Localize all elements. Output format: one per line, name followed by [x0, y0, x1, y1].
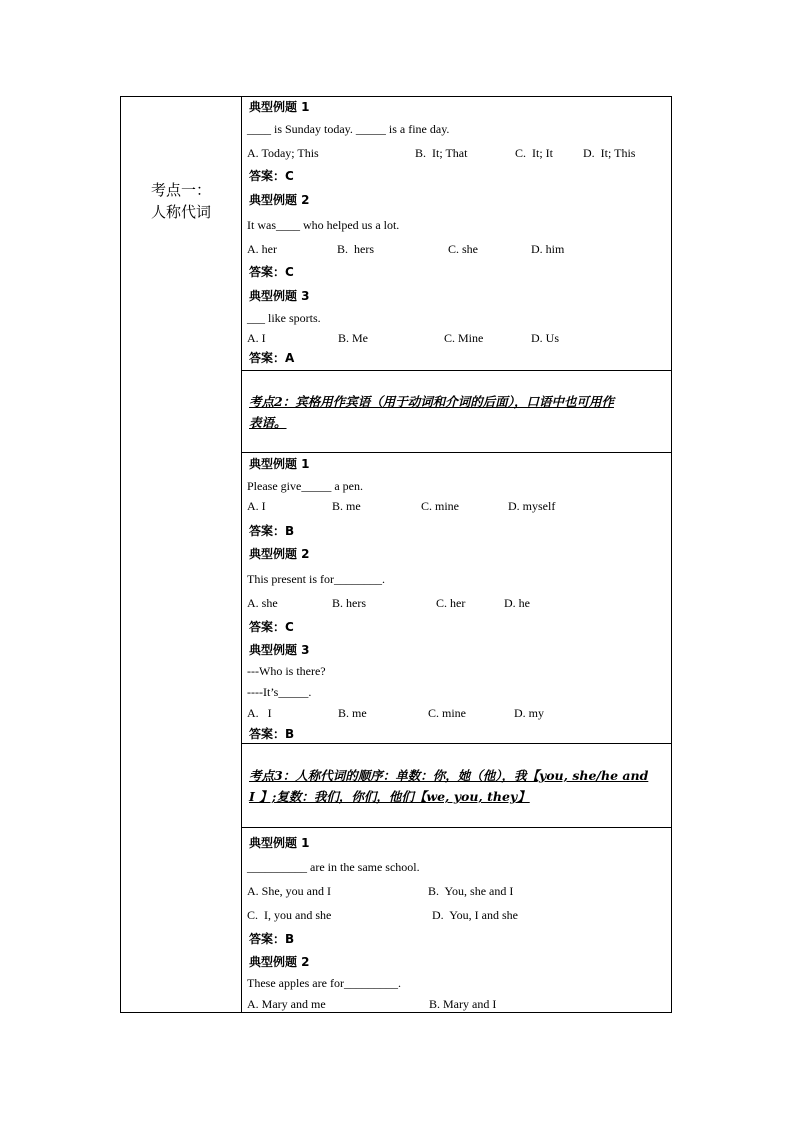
topic-label: [121, 179, 241, 223]
option-a: A. Today; This: [247, 146, 319, 160]
example-title: 典型例题 1: [249, 836, 310, 850]
example-title: 典型例题 2: [249, 955, 310, 969]
key-point-3-line2: I 】;复数：我们，你们，他们【we, you, they】: [249, 789, 530, 804]
option-d: D. You, I and she: [432, 908, 519, 922]
answer: 答案：C: [249, 620, 294, 634]
answer: 答案：B: [249, 524, 295, 538]
key-point-2-line2: 表语。: [249, 415, 287, 430]
example-title: 典型例题 2: [249, 547, 310, 561]
question-stem: This present is for________.: [247, 572, 385, 586]
row-divider: [241, 827, 671, 828]
topic-label-line2: 人称代词: [150, 203, 211, 221]
option-a: A. I: [247, 499, 266, 513]
option-c: C. she: [448, 242, 478, 256]
row-divider: [241, 743, 671, 744]
key-point-2: [249, 391, 669, 433]
example-title: 典型例题 3: [249, 289, 310, 303]
row-divider: [241, 452, 671, 453]
option-b: B. me: [332, 499, 361, 513]
option-b: B. hers: [332, 596, 366, 610]
topic-label-line1: 考点一：: [150, 181, 211, 199]
example-title: 典型例题 2: [249, 193, 310, 207]
question-stem: ___ like sports.: [247, 311, 321, 325]
option-d: D. Us: [531, 331, 560, 345]
answer: 答案：A: [249, 351, 295, 365]
answer: 答案：C: [249, 265, 294, 279]
option-b: B. It; That: [415, 146, 468, 160]
example-title: 典型例题 3: [249, 643, 310, 657]
option-a: A. She, you and I: [247, 884, 331, 898]
example-title: 典型例题 1: [249, 457, 310, 471]
key-point-3: [249, 765, 669, 807]
option-b: B. hers: [337, 242, 374, 256]
option-a: A. Mary and me: [247, 997, 326, 1011]
option-d: D. myself: [508, 499, 556, 513]
option-c: C. mine: [428, 706, 466, 720]
question-stem: These apples are for_________.: [247, 976, 401, 990]
option-b: B. You, she and I: [428, 884, 514, 898]
question-stem: ---Who is there?: [247, 664, 326, 678]
option-a: A. I: [247, 706, 272, 720]
question-stem: ----It’s_____.: [247, 685, 312, 699]
option-a: A. her: [247, 242, 277, 256]
question-stem: Please give_____ a pen.: [247, 479, 363, 493]
answer: 答案：B: [249, 727, 295, 741]
option-b: B. me: [338, 706, 367, 720]
question-stem: __________ are in the same school.: [247, 860, 420, 874]
row-divider: [241, 370, 671, 371]
option-d: D. It; This: [583, 146, 636, 160]
question-stem: It was____ who helped us a lot.: [247, 218, 400, 232]
question-stem: ____ is Sunday today. _____ is a fine day.: [247, 122, 450, 136]
option-c: C. her: [436, 596, 466, 610]
key-point-2-line1: 考点2：宾格用作宾语（用于动词和介词的后面），口语中也可用作: [249, 394, 614, 409]
option-c: C. Mine: [444, 331, 484, 345]
exercise-table: [120, 96, 672, 1013]
option-d: D. my: [514, 706, 544, 720]
example-title: 典型例题 1: [249, 100, 310, 114]
option-b: B. Mary and I: [429, 997, 497, 1011]
key-point-3-line1: 考点3：人称代词的顺序：单数：你，她（他），我【you, she/he and: [249, 768, 649, 783]
answer: 答案：B: [249, 932, 295, 946]
option-c: C. I, you and she: [247, 908, 332, 922]
option-a: A. I: [247, 331, 266, 345]
option-c: C. It; It: [515, 146, 553, 160]
answer: 答案：C: [249, 169, 294, 183]
option-c: C. mine: [421, 499, 459, 513]
option-a: A. she: [247, 596, 278, 610]
option-d: D. he: [504, 596, 530, 610]
option-d: D. him: [531, 242, 565, 256]
column-divider: [241, 97, 242, 1012]
option-b: B. Me: [338, 331, 368, 345]
